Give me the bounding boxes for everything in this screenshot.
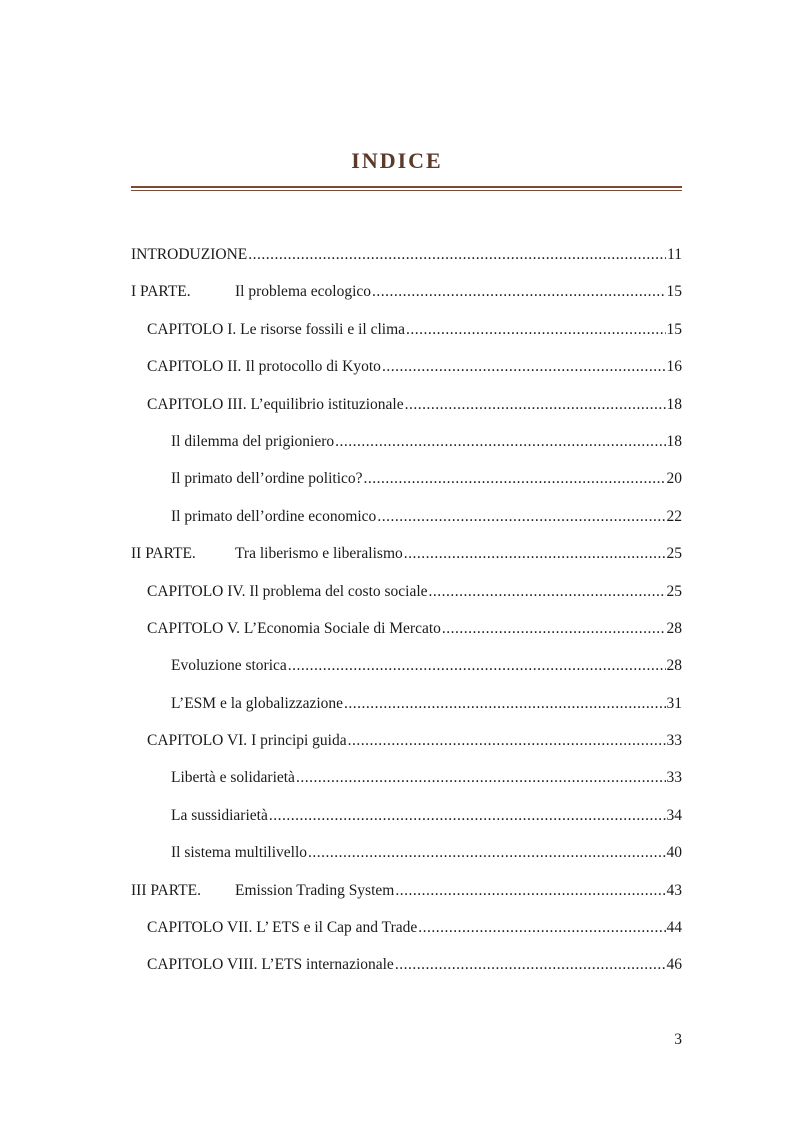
toc-entry-title: La sussidiarietà — [171, 806, 268, 824]
toc-entry-title: Il primato dell’ordine politico? — [171, 470, 363, 488]
toc-entry-title: I principi guida — [251, 732, 347, 750]
toc-entry[interactable] — [131, 246, 682, 283]
toc-entry-number: CAPITOLO IV. — [147, 582, 246, 600]
toc-entry-label — [147, 358, 381, 376]
toc-dot-leader — [395, 882, 665, 900]
toc-dot-leader — [382, 358, 666, 376]
toc-entry[interactable] — [131, 508, 682, 545]
toc-entry-label — [171, 657, 287, 675]
page-title: INDICE — [351, 148, 443, 173]
toc-entry-page: 22 — [666, 507, 682, 525]
toc-entry-number: CAPITOLO VIII. — [147, 956, 258, 974]
toc-entry-page: 18 — [666, 395, 682, 413]
toc-entry-label — [131, 882, 394, 900]
toc-entry-label — [147, 919, 417, 937]
toc-entry-label — [171, 769, 295, 787]
toc-entry[interactable] — [131, 882, 682, 919]
toc-entry[interactable] — [131, 769, 682, 806]
toc-entry-title: Evoluzione storica — [171, 657, 287, 675]
toc-entry-number: II PARTE. — [131, 545, 196, 563]
toc-dot-leader — [372, 283, 665, 301]
toc-entry[interactable] — [131, 732, 682, 769]
toc-dot-leader — [404, 545, 666, 563]
toc-entry-title: L’Economia Sociale di Mercato — [243, 619, 441, 637]
toc-entry[interactable] — [131, 583, 682, 620]
toc-entry[interactable] — [131, 807, 682, 844]
toc-entry-label — [147, 321, 405, 339]
toc-dot-leader — [288, 657, 666, 675]
toc-entry-label — [171, 433, 334, 451]
toc-entry-number: CAPITOLO III. — [147, 395, 247, 413]
toc-entry[interactable] — [131, 657, 682, 694]
toc-entry-number: INTRODUZIONE — [131, 246, 248, 263]
toc-entry-label — [147, 620, 441, 638]
toc-entry-page: 25 — [666, 545, 682, 563]
toc-dot-leader — [405, 396, 666, 414]
toc-dot-leader — [395, 956, 666, 974]
toc-entry-label — [131, 545, 403, 563]
toc-entry-number: III PARTE. — [131, 881, 201, 899]
toc-entry-label — [147, 583, 428, 601]
toc-entry-page: 28 — [666, 657, 682, 675]
toc-entry-number: I PARTE. — [131, 283, 191, 301]
toc-entry-title: L’ ETS e il Cap and Trade — [256, 919, 418, 937]
toc-entry-page: 46 — [666, 956, 682, 974]
title-double-rule — [131, 186, 682, 192]
rule-thick-line — [131, 186, 682, 188]
toc-entry-page: 18 — [666, 432, 682, 450]
toc-entry-page: 44 — [666, 919, 682, 937]
toc-dot-leader — [269, 807, 666, 825]
toc-entry-number: CAPITOLO I. — [147, 320, 237, 338]
toc-dot-leader — [296, 769, 666, 787]
toc-entry-page: 40 — [666, 844, 682, 862]
toc-entry-page: 43 — [666, 881, 682, 899]
toc-entry-page: 15 — [666, 320, 682, 338]
page-number: 3 — [674, 1031, 682, 1048]
toc-dot-leader — [442, 620, 666, 638]
rule-thin-line — [131, 190, 682, 191]
toc-entry[interactable] — [131, 545, 682, 582]
toc-entry[interactable] — [131, 396, 682, 433]
toc-entry-title: Il problema del costo sociale — [249, 582, 428, 600]
toc-entry[interactable] — [131, 620, 682, 657]
toc-entry-label — [171, 508, 376, 526]
toc-entry-page: 25 — [666, 582, 682, 600]
toc-entry-page: 28 — [666, 619, 682, 637]
toc-entry[interactable] — [131, 358, 682, 395]
toc-entry-label — [131, 283, 371, 301]
toc-dot-leader — [348, 732, 666, 750]
toc-entry[interactable] — [131, 283, 682, 320]
toc-entry-number: CAPITOLO II. — [147, 358, 242, 376]
toc-dot-leader — [429, 583, 666, 601]
toc-entry-label — [131, 246, 247, 264]
toc-entry-label — [147, 732, 347, 750]
toc-entry-label — [171, 695, 343, 713]
toc-entry-page: 15 — [666, 283, 682, 301]
toc-entry-page: 33 — [666, 769, 682, 787]
toc-entry-label — [171, 807, 268, 825]
toc-entry-title: Le risorse fossili e il clima — [240, 320, 406, 338]
toc-dot-leader — [248, 246, 666, 264]
toc-entry-page: 16 — [666, 358, 682, 376]
toc-entry-number: CAPITOLO VII. — [147, 919, 253, 937]
toc-entry-title: Libertà e solidarietà — [171, 769, 295, 787]
toc-entry[interactable] — [131, 470, 682, 507]
toc-dot-leader — [335, 433, 665, 451]
toc-dot-leader — [418, 919, 665, 937]
toc-entry-page: 31 — [666, 694, 682, 712]
toc-entry-title: Il sistema multilivello — [171, 844, 308, 862]
toc-entry[interactable] — [131, 695, 682, 732]
toc-dot-leader — [377, 508, 665, 526]
toc-entry-title: L’equilibrio istituzionale — [250, 395, 404, 413]
toc-entry-title: Il problema ecologico — [235, 283, 372, 301]
toc-entry-title: L’ESM e la globalizzazione — [171, 694, 344, 712]
toc-entry-number: CAPITOLO VI. — [147, 732, 248, 750]
toc-entry-label — [171, 844, 307, 862]
toc-entry-title: Il protocollo di Kyoto — [245, 358, 381, 376]
toc-entry-page: 34 — [666, 806, 682, 824]
toc-entry-title: Il dilemma del prigioniero — [171, 432, 335, 450]
toc-entry-number: CAPITOLO V. — [147, 619, 241, 637]
toc-entry[interactable] — [131, 919, 682, 956]
toc-entry-page: 33 — [666, 732, 682, 750]
toc-dot-leader — [364, 470, 666, 488]
toc-entry[interactable] — [131, 321, 682, 358]
toc-entry-title: Emission Trading System — [235, 881, 395, 899]
toc-entry-title: L’ETS internazionale — [261, 956, 394, 974]
table-of-contents — [131, 246, 682, 994]
toc-entry-page: 20 — [666, 470, 682, 488]
toc-entry-title: Il primato dell’ordine economico — [171, 507, 377, 525]
toc-entry-title: Tra liberismo e liberalismo — [235, 545, 403, 563]
toc-dot-leader — [308, 844, 665, 862]
toc-entry-label — [147, 396, 404, 414]
toc-entry[interactable] — [131, 956, 682, 993]
toc-entry[interactable] — [131, 433, 682, 470]
toc-entry[interactable] — [131, 844, 682, 881]
toc-entry-page: 11 — [667, 246, 682, 263]
toc-dot-leader — [406, 321, 665, 339]
toc-entry-label — [147, 956, 394, 974]
toc-dot-leader — [344, 695, 665, 713]
toc-entry-label — [171, 470, 363, 488]
